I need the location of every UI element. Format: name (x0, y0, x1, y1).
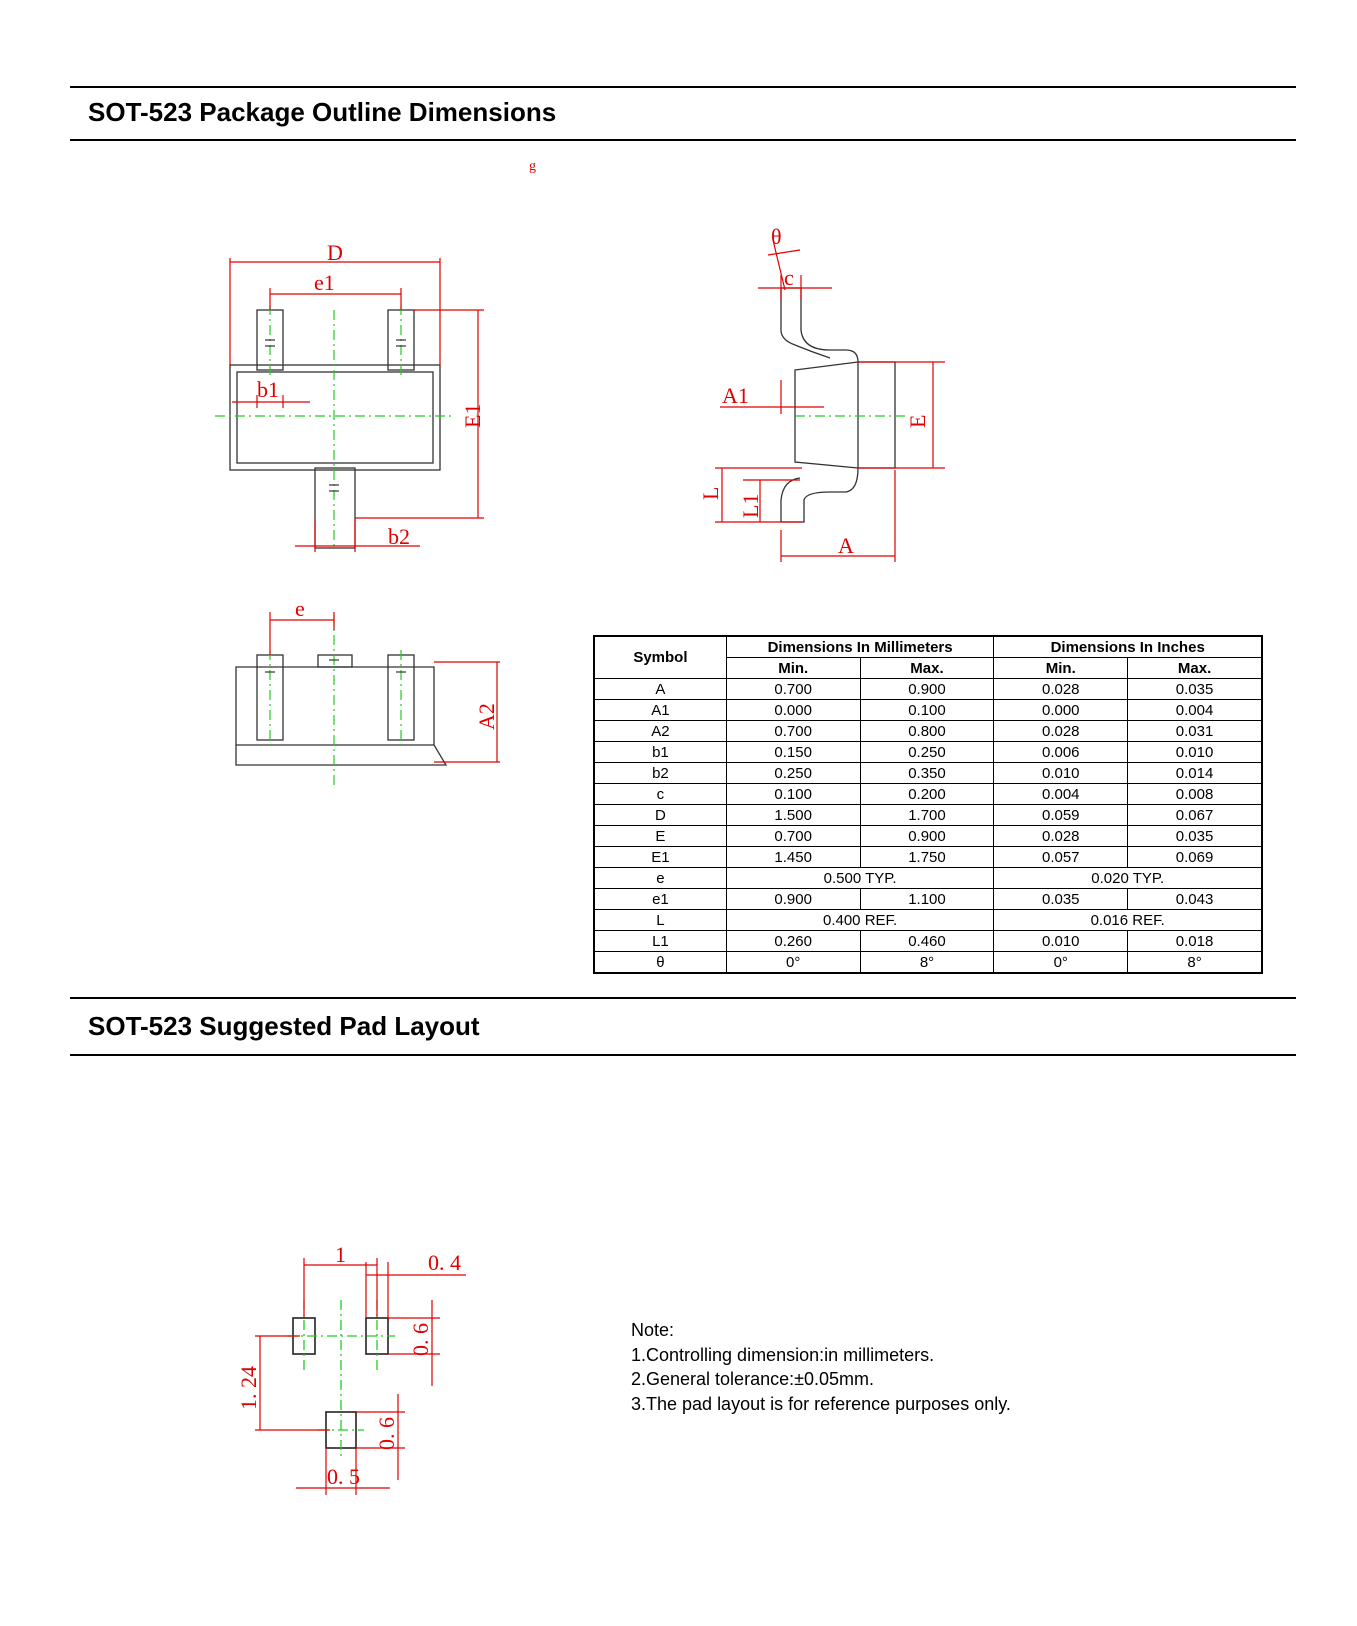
header-inches: Dimensions In Inches (994, 636, 1262, 658)
side-view-drawing (690, 215, 950, 565)
header-symbol: Symbol (594, 636, 726, 679)
table-row: e1 0.900 1.100 0.035 0.043 (594, 889, 1262, 910)
top-view-drawing (200, 235, 500, 555)
header-in-min: Min. (994, 658, 1128, 679)
header-in-max: Max. (1128, 658, 1262, 679)
svg-text:b1: b1 (257, 377, 279, 402)
table-row: θ 0° 8° 0° 8° (594, 952, 1262, 974)
svg-text:0. 6: 0. 6 (374, 1417, 399, 1450)
table-row: c 0.100 0.200 0.004 0.008 (594, 784, 1262, 805)
svg-text:0. 4: 0. 4 (428, 1250, 461, 1275)
table-row: e 0.500 TYP. 0.020 TYP. (594, 868, 1262, 889)
notes-heading: Note: (631, 1320, 675, 1340)
section-rule-pad-bottom (70, 1054, 1296, 1056)
svg-text:e1: e1 (314, 270, 335, 295)
dimensions-table (593, 635, 1263, 974)
section-title-pad: SOT-523 Suggested Pad Layout (88, 1011, 480, 1041)
svg-text:0. 5: 0. 5 (327, 1464, 360, 1489)
section-rule (70, 139, 1296, 141)
svg-text:0. 6: 0. 6 (408, 1323, 433, 1356)
table-row: b2 0.250 0.350 0.010 0.014 (594, 763, 1262, 784)
table-row: A2 0.700 0.800 0.028 0.031 (594, 721, 1262, 742)
svg-text:E1: E1 (460, 403, 485, 428)
table-row: L 0.400 REF. 0.016 REF. (594, 910, 1262, 931)
svg-text:D: D (327, 240, 343, 265)
section-title-outline: SOT-523 Package Outline Dimensions (88, 97, 557, 127)
table-row: E1 1.450 1.750 0.057 0.069 (594, 847, 1262, 868)
svg-text:e: e (295, 596, 305, 621)
top-rule (70, 86, 1296, 88)
table-row: A 0.700 0.900 0.028 0.035 (594, 679, 1262, 700)
table-row: A1 0.000 0.100 0.000 0.004 (594, 700, 1262, 721)
stray-mark (525, 152, 545, 176)
svg-text:L1: L1 (738, 493, 763, 518)
svg-text:A: A (838, 533, 854, 558)
table-row: b1 0.150 0.250 0.006 0.010 (594, 742, 1262, 763)
note-item: 3.The pad layout is for reference purposes only. (631, 1393, 1011, 1414)
note-item: 1.Controlling dimension:in millimeters. (631, 1344, 935, 1365)
svg-text:1. 24: 1. 24 (236, 1366, 261, 1410)
section-rule-pad-top (70, 997, 1296, 999)
front-view-drawing (220, 595, 510, 795)
table-row: E 0.700 0.900 0.028 0.035 (594, 826, 1262, 847)
svg-text:E: E (905, 414, 930, 428)
svg-text:c: c (784, 265, 794, 290)
header-mm-max: Max. (860, 658, 994, 679)
note-item: 2.General tolerance:±0.05mm. (631, 1369, 874, 1389)
svg-text:1: 1 (335, 1242, 346, 1267)
header-millimeters: Dimensions In Millimeters (726, 636, 994, 658)
svg-text:L: L (698, 486, 723, 500)
table-row: L1 0.260 0.460 0.010 0.018 (594, 931, 1262, 952)
table-row: D 1.500 1.700 0.059 0.067 (594, 805, 1262, 826)
svg-text:b2: b2 (388, 524, 410, 549)
pad-layout-drawing (225, 1235, 485, 1505)
header-mm-min: Min. (726, 658, 860, 679)
svg-text:A1: A1 (722, 383, 749, 408)
svg-text:θ: θ (771, 224, 782, 249)
svg-text:A2: A2 (474, 703, 499, 730)
svg-text:g: g (529, 159, 536, 174)
notes (631, 1318, 1011, 1416)
